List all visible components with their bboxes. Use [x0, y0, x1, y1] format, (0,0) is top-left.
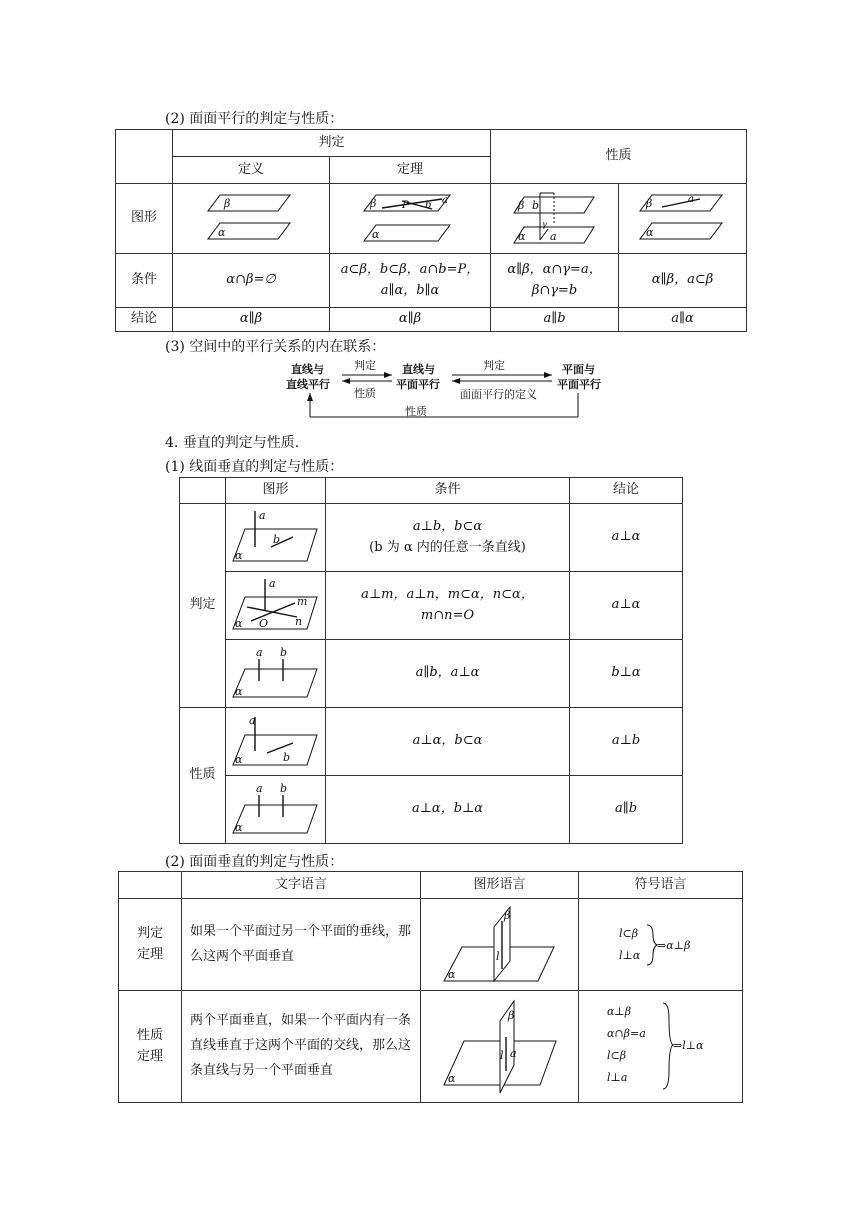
conclusion-property-2: a∥α: [619, 308, 747, 332]
section-heading-plane-perp: (2) 面面垂直的判定与性质：: [165, 854, 344, 870]
property-symbol-line4: l⊥a: [606, 1070, 627, 1084]
svg-text:a: a: [255, 781, 263, 795]
header-text-language: 文字语言: [182, 872, 421, 899]
conclusion-property-2: a∥b: [570, 776, 683, 844]
box2-line1: 直线与: [402, 363, 435, 376]
section-heading-plane-parallel: (2) 面面平行的判定与性质：: [165, 111, 344, 127]
conclusion-definition: α∥β: [173, 308, 330, 332]
judge-theorem-symbol: [579, 899, 743, 991]
row-label-judge-theorem: [119, 899, 182, 991]
svg-text:β: β: [370, 196, 377, 210]
box1-line2: 直线平行: [286, 378, 330, 391]
row-label-property: 性质: [180, 708, 226, 844]
svg-text:O: O: [258, 616, 268, 630]
svg-text:m: m: [296, 594, 307, 608]
condition-theorem: [330, 254, 491, 308]
svg-text:a: a: [255, 645, 263, 659]
header-theorem: 定理: [330, 157, 491, 184]
arrow1-bottom-label: 性质: [354, 387, 376, 400]
svg-text:b: b: [425, 199, 432, 211]
row-label-figure: 图形: [116, 184, 173, 254]
judge-theorem-figure: [421, 899, 579, 991]
arrow1-top-label: 判定: [354, 359, 376, 372]
svg-text:γ: γ: [541, 219, 547, 229]
judge-symbol-line2: l⊥α: [618, 948, 640, 962]
section-heading-perpendicular: 4. 垂直的判定与性质．: [165, 435, 309, 451]
figure-property-2: [226, 776, 326, 844]
conclusion-property-1: a⊥b: [570, 708, 683, 776]
arrow2-bottom-label: 面面平行的定义: [460, 388, 537, 401]
svg-text:β: β: [224, 196, 231, 210]
condition-judge-2: [326, 572, 570, 640]
condition-definition: α∩β=∅: [173, 254, 330, 308]
conclusion-judge-1: a⊥α: [570, 504, 683, 572]
svg-text:b: b: [531, 198, 539, 212]
header-property: 性质: [491, 130, 747, 184]
row-label-property-theorem: [119, 991, 182, 1103]
header-figure-language: 图形语言: [421, 872, 579, 899]
condition-judge-1-line2: (b 为 α 内的任意一条直线): [369, 539, 526, 555]
box2-line2: 平面平行: [396, 378, 440, 391]
figure-judge-1: [226, 504, 326, 572]
svg-text:α: α: [234, 616, 242, 630]
condition-property-1: [491, 254, 619, 308]
bottom-arrow-label: 性质: [405, 405, 427, 418]
condition-property-1: a⊥α，b⊂α: [326, 708, 570, 776]
condition-theorem-line2: a∥α，b∥α: [380, 282, 440, 298]
svg-text:α: α: [218, 225, 226, 239]
row-label-judge: 判定: [136, 925, 163, 941]
row-label-condition: 条件: [116, 254, 173, 308]
condition-judge-3: a∥b，a⊥α: [326, 640, 570, 708]
property-symbol-line2: α∩β=a: [606, 1026, 646, 1040]
svg-text:a: a: [549, 229, 557, 243]
plane-plane-perp-table: [118, 871, 743, 1103]
line-plane-perp-table: [179, 477, 683, 844]
condition-property-1-line2: β∩γ=b: [531, 282, 578, 298]
svg-text:α: α: [234, 548, 242, 562]
condition-property-1-line1: α∥β，α∩γ=a，: [507, 261, 602, 277]
row-label-conclusion: 结论: [116, 308, 173, 332]
condition-property-2: α∥β，a⊂β: [619, 254, 747, 308]
svg-text:a: a: [687, 193, 694, 205]
svg-text:l: l: [495, 949, 500, 963]
svg-text:b: b: [279, 645, 287, 659]
conclusion-theorem: α∥β: [330, 308, 491, 332]
svg-text:a: a: [442, 194, 448, 206]
figure-property-1: [226, 708, 326, 776]
judge-symbol-line1: l⊂β: [618, 926, 638, 940]
row-label-theorem-2: 定理: [136, 1048, 163, 1064]
condition-judge-2-line2: m∩n=O: [420, 607, 475, 623]
svg-text:β: β: [507, 1008, 514, 1022]
header-conclusion: 结论: [570, 478, 683, 504]
figure-judge-3: [226, 640, 326, 708]
svg-text:a: a: [258, 508, 266, 522]
svg-text:l: l: [499, 1048, 504, 1062]
condition-judge-1-line1: a⊥b，b⊂α: [412, 518, 483, 534]
svg-text:b: b: [272, 532, 280, 546]
conclusion-property-1: a∥b: [491, 308, 619, 332]
svg-text:α: α: [234, 752, 242, 766]
corner-cell: [180, 478, 226, 504]
conclusion-judge-2: a⊥α: [570, 572, 683, 640]
svg-text:α: α: [234, 684, 242, 698]
figure-judge-2: [226, 572, 326, 640]
corner-cell: [119, 872, 182, 899]
svg-text:α: α: [447, 1071, 455, 1085]
box3-line1: 平面与: [562, 363, 595, 376]
row-label-judge: 判定: [180, 504, 226, 708]
svg-text:α: α: [234, 820, 242, 834]
condition-judge-1: [326, 504, 570, 572]
svg-text:n: n: [294, 614, 302, 628]
svg-text:b: b: [282, 750, 290, 764]
conclusion-judge-3: b⊥α: [570, 640, 683, 708]
svg-text:α: α: [447, 967, 455, 981]
property-symbol-result: ⇒l⊥α: [672, 1038, 704, 1052]
box3-line2: 平面平行: [557, 378, 601, 391]
property-theorem-figure: [421, 991, 579, 1103]
box1-line1: 直线与: [291, 363, 324, 376]
row-label-theorem: 定理: [136, 946, 163, 962]
svg-text:a: a: [509, 1046, 517, 1060]
svg-text:b: b: [279, 781, 287, 795]
property-theorem-text: 两个平面垂直，如果一个平面内有一条直线垂直于这两个平面的交线，那么这条直线与另一个平面垂直: [182, 991, 421, 1103]
header-figure: 图形: [226, 478, 326, 504]
parallel-relation-diagram: [280, 356, 620, 424]
plane-parallel-table: [115, 129, 747, 332]
svg-text:β: β: [503, 908, 510, 922]
sub-heading-line-plane-perp: (1) 线面垂直的判定与性质：: [165, 459, 344, 475]
svg-text:α: α: [645, 225, 653, 239]
property-symbol-line3: l⊂β: [606, 1048, 626, 1062]
svg-text:a: a: [268, 576, 276, 590]
svg-text:a: a: [248, 713, 256, 727]
svg-text:P: P: [402, 199, 409, 211]
figure-property-1: [491, 184, 619, 254]
property-theorem-symbol: [579, 991, 743, 1103]
header-symbol-language: 符号语言: [579, 872, 743, 899]
svg-text:α: α: [517, 229, 525, 243]
header-definition: 定义: [173, 157, 330, 184]
arrow2-top-label: 判定: [483, 359, 505, 372]
judge-theorem-text: 如果一个平面过另一个平面的垂线，那么这两个平面垂直: [182, 899, 421, 991]
row-label-property: 性质: [136, 1027, 163, 1043]
svg-text:α: α: [372, 227, 380, 241]
property-symbol-line1: α⊥β: [606, 1004, 631, 1018]
figure-definition: [173, 184, 330, 254]
corner-cell: [116, 130, 173, 184]
figure-theorem: [330, 184, 491, 254]
judge-symbol-result: ⇒α⊥β: [656, 938, 690, 952]
condition-judge-2-line1: a⊥m，a⊥n，m⊂α，n⊂α，: [361, 586, 534, 602]
condition-property-2: a⊥α，b⊥α: [326, 776, 570, 844]
condition-theorem-line1: a⊂β，b⊂β，a∩b=P，: [340, 261, 480, 277]
figure-property-2: [619, 184, 747, 254]
header-condition: 条件: [326, 478, 570, 504]
section-heading-relation: (3) 空间中的平行关系的内在联系：: [165, 339, 386, 355]
svg-text:β: β: [645, 196, 652, 210]
header-judge: 判定: [173, 130, 491, 157]
svg-text:β: β: [517, 198, 524, 212]
